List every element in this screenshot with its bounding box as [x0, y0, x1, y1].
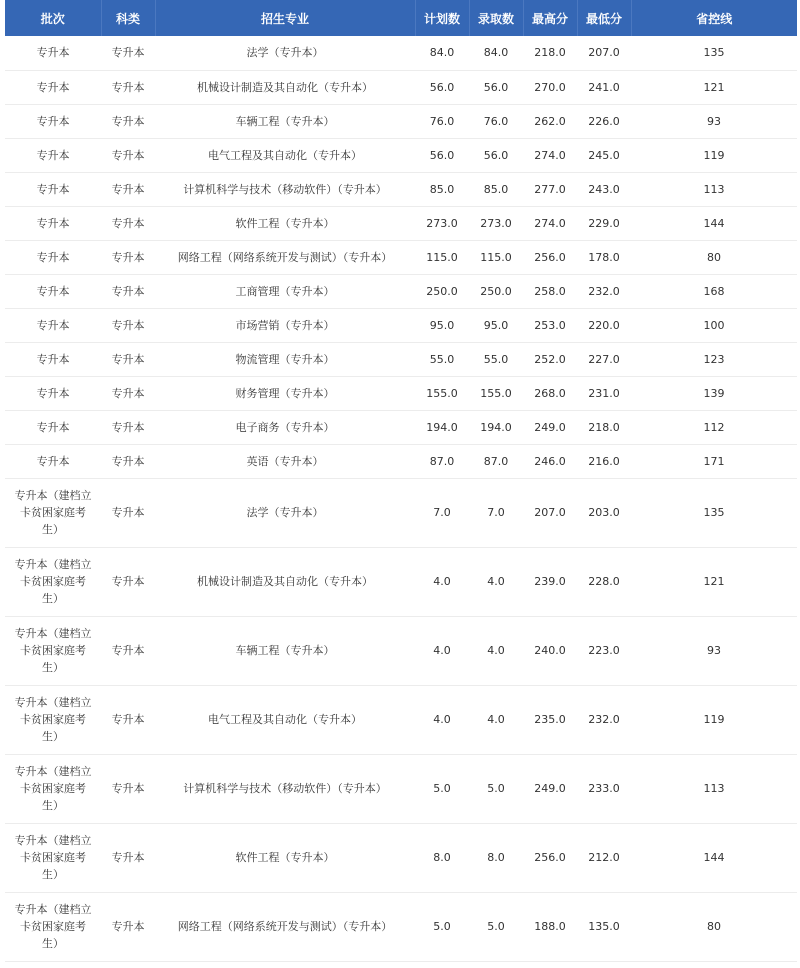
- admitted-count-cell: 4.0: [469, 685, 523, 754]
- batch-cell: 专升本: [5, 444, 101, 478]
- major-cell: 车辆工程（专升本）: [155, 104, 415, 138]
- plan-count-cell: 4.0: [415, 547, 469, 616]
- batch-cell: 专升本（建档立卡贫困家庭考生）: [5, 616, 101, 685]
- category-cell: 专升本: [101, 616, 155, 685]
- plan-count-cell: 5.0: [415, 754, 469, 823]
- table-row: [5, 342, 797, 376]
- control-line-cell: 93: [631, 616, 797, 685]
- admitted-count-cell: 55.0: [469, 342, 523, 376]
- major-cell: 计算机科学与技术（移动软件）（专升本）: [155, 172, 415, 206]
- table-row: [5, 206, 797, 240]
- header-control-line: 省控线: [696, 11, 733, 26]
- major-cell: 机械设计制造及其自动化（专升本）: [155, 70, 415, 104]
- admitted-count-cell: 8.0: [469, 823, 523, 892]
- max-score-cell: 270.0: [523, 70, 577, 104]
- table-row: [5, 892, 797, 961]
- major-cell: 法学（专升本）: [155, 36, 415, 70]
- max-score-cell: 207.0: [523, 478, 577, 547]
- category-cell: 专升本: [101, 240, 155, 274]
- header-max-score: 最高分: [523, 0, 577, 36]
- major-cell: 法学（专升本）: [155, 478, 415, 547]
- batch-cell: 专升本（建档立卡贫困家庭考生）: [5, 754, 101, 823]
- control-line-cell: 80: [631, 240, 797, 274]
- batch-cell: 专升本（建档立卡贫困家庭考生）: [5, 547, 101, 616]
- control-line-cell: 171: [631, 444, 797, 478]
- category-cell: 专升本: [101, 172, 155, 206]
- plan-count-cell: 5.0: [415, 892, 469, 961]
- major-cell: 软件工程（专升本）: [155, 206, 415, 240]
- max-score-cell: 274.0: [523, 138, 577, 172]
- batch-cell: 专升本: [5, 308, 101, 342]
- major-cell: 工商管理（专升本）: [155, 274, 415, 308]
- control-line-cell: 135: [631, 36, 797, 70]
- plan-count-cell: 56.0: [415, 70, 469, 104]
- max-score-cell: 268.0: [523, 376, 577, 410]
- admitted-count-cell: 4.0: [469, 547, 523, 616]
- major-cell: 财务管理（专升本）: [155, 376, 415, 410]
- admitted-count-cell: 250.0: [469, 274, 523, 308]
- major-cell: 英语（专升本）: [155, 444, 415, 478]
- table-row: [5, 478, 797, 547]
- control-line-cell: 121: [631, 70, 797, 104]
- plan-count-cell: 7.0: [415, 478, 469, 547]
- batch-cell: 专升本: [5, 172, 101, 206]
- batch-cell: 专升本: [5, 70, 101, 104]
- admitted-count-cell: 85.0: [469, 172, 523, 206]
- plan-count-cell: 4.0: [415, 616, 469, 685]
- admitted-count-cell: 95.0: [469, 308, 523, 342]
- max-score-cell: 262.0: [523, 104, 577, 138]
- control-line-cell: 135: [631, 478, 797, 547]
- category-cell: 专升本: [101, 70, 155, 104]
- max-score-cell: 253.0: [523, 308, 577, 342]
- header-major: 招生专业: [155, 0, 415, 36]
- admitted-count-cell: 76.0: [469, 104, 523, 138]
- category-cell: 专升本: [101, 685, 155, 754]
- max-score-cell: 239.0: [523, 547, 577, 616]
- control-line-cell: 113: [631, 172, 797, 206]
- header-batch: 批次: [5, 0, 101, 36]
- control-line-cell: 80: [631, 892, 797, 961]
- category-cell: 专升本: [101, 823, 155, 892]
- control-line-cell: 112: [631, 410, 797, 444]
- admitted-count-cell: 7.0: [469, 478, 523, 547]
- major-cell: 电子商务（专升本）: [155, 410, 415, 444]
- max-score-cell: 188.0: [523, 892, 577, 961]
- batch-cell: 专升本（建档立卡贫困家庭考生）: [5, 892, 101, 961]
- table-row: [5, 376, 797, 410]
- table-row: [5, 754, 797, 823]
- category-cell: 专升本: [101, 410, 155, 444]
- major-cell: 电气工程及其自动化（专升本）: [155, 685, 415, 754]
- min-score-cell: 245.0: [577, 138, 631, 172]
- min-score-cell: 232.0: [577, 685, 631, 754]
- category-cell: 专升本: [101, 444, 155, 478]
- min-score-cell: 135.0: [577, 892, 631, 961]
- table-row: [5, 685, 797, 754]
- category-cell: 专升本: [101, 342, 155, 376]
- plan-count-cell: 85.0: [415, 172, 469, 206]
- plan-count-cell: 4.0: [415, 685, 469, 754]
- plan-count-cell: 55.0: [415, 342, 469, 376]
- category-cell: 专升本: [101, 138, 155, 172]
- table-row: [5, 616, 797, 685]
- control-line-cell: 168: [631, 274, 797, 308]
- max-score-cell: 256.0: [523, 823, 577, 892]
- major-cell: 网络工程（网络系统开发与测试）（专升本）: [155, 240, 415, 274]
- category-cell: 专升本: [101, 478, 155, 547]
- major-cell: 电气工程及其自动化（专升本）: [155, 138, 415, 172]
- plan-count-cell: 115.0: [415, 240, 469, 274]
- min-score-cell: 226.0: [577, 104, 631, 138]
- batch-cell: 专升本: [5, 376, 101, 410]
- min-score-cell: 203.0: [577, 478, 631, 547]
- table-row: [5, 70, 797, 104]
- control-line-cell: 139: [631, 376, 797, 410]
- batch-cell: 专升本（建档立卡贫困家庭考生）: [5, 685, 101, 754]
- table-row: [5, 410, 797, 444]
- category-cell: 专升本: [101, 547, 155, 616]
- admission-scores-table: [5, 0, 797, 962]
- min-score-cell: 229.0: [577, 206, 631, 240]
- header-plan-count: 计划数: [415, 0, 469, 36]
- table-row: [5, 547, 797, 616]
- major-cell: 计算机科学与技术（移动软件）（专升本）: [155, 754, 415, 823]
- max-score-cell: 277.0: [523, 172, 577, 206]
- min-score-cell: 220.0: [577, 308, 631, 342]
- admitted-count-cell: 5.0: [469, 754, 523, 823]
- admitted-count-cell: 56.0: [469, 138, 523, 172]
- major-cell: 网络工程（网络系统开发与测试）（专升本）: [155, 892, 415, 961]
- major-cell: 物流管理（专升本）: [155, 342, 415, 376]
- table-row: [5, 138, 797, 172]
- major-cell: 市场营销（专升本）: [155, 308, 415, 342]
- max-score-cell: 249.0: [523, 410, 577, 444]
- control-line-cell: 100: [631, 308, 797, 342]
- min-score-cell: 227.0: [577, 342, 631, 376]
- min-score-cell: 218.0: [577, 410, 631, 444]
- header-category: 科类: [101, 0, 155, 36]
- control-line-cell: 113: [631, 754, 797, 823]
- table-row: [5, 240, 797, 274]
- category-cell: 专升本: [101, 206, 155, 240]
- admitted-count-cell: 273.0: [469, 206, 523, 240]
- batch-cell: 专升本（建档立卡贫困家庭考生）: [5, 478, 101, 547]
- admitted-count-cell: 87.0: [469, 444, 523, 478]
- major-cell: 软件工程（专升本）: [155, 823, 415, 892]
- control-line-cell: 144: [631, 823, 797, 892]
- plan-count-cell: 76.0: [415, 104, 469, 138]
- min-score-cell: 228.0: [577, 547, 631, 616]
- min-score-cell: 178.0: [577, 240, 631, 274]
- major-cell: 车辆工程（专升本）: [155, 616, 415, 685]
- header-min-score: 最低分: [577, 0, 631, 36]
- min-score-cell: 233.0: [577, 754, 631, 823]
- max-score-cell: 256.0: [523, 240, 577, 274]
- max-score-cell: 240.0: [523, 616, 577, 685]
- category-cell: 专升本: [101, 376, 155, 410]
- table-row: [5, 308, 797, 342]
- table-row: [5, 274, 797, 308]
- control-line-cell: 123: [631, 342, 797, 376]
- plan-count-cell: 194.0: [415, 410, 469, 444]
- max-score-cell: 218.0: [523, 36, 577, 70]
- min-score-cell: 223.0: [577, 616, 631, 685]
- max-score-cell: 235.0: [523, 685, 577, 754]
- category-cell: 专升本: [101, 104, 155, 138]
- batch-cell: 专升本: [5, 138, 101, 172]
- control-line-cell: 144: [631, 206, 797, 240]
- header-admitted-count: 录取数: [469, 0, 523, 36]
- max-score-cell: 274.0: [523, 206, 577, 240]
- plan-count-cell: 87.0: [415, 444, 469, 478]
- category-cell: 专升本: [101, 892, 155, 961]
- batch-cell: 专升本: [5, 206, 101, 240]
- table-row: [5, 172, 797, 206]
- min-score-cell: 207.0: [577, 36, 631, 70]
- plan-count-cell: 8.0: [415, 823, 469, 892]
- min-score-cell: 241.0: [577, 70, 631, 104]
- admitted-count-cell: 56.0: [469, 70, 523, 104]
- batch-cell: 专升本: [5, 274, 101, 308]
- table-row: [5, 823, 797, 892]
- control-line-cell: 119: [631, 685, 797, 754]
- batch-cell: 专升本: [5, 104, 101, 138]
- header-row: [5, 0, 797, 36]
- min-score-cell: 232.0: [577, 274, 631, 308]
- plan-count-cell: 84.0: [415, 36, 469, 70]
- batch-cell: 专升本: [5, 342, 101, 376]
- category-cell: 专升本: [101, 274, 155, 308]
- plan-count-cell: 155.0: [415, 376, 469, 410]
- plan-count-cell: 95.0: [415, 308, 469, 342]
- category-cell: 专升本: [101, 754, 155, 823]
- plan-count-cell: 56.0: [415, 138, 469, 172]
- min-score-cell: 212.0: [577, 823, 631, 892]
- max-score-cell: 246.0: [523, 444, 577, 478]
- table-header: [5, 0, 797, 36]
- category-cell: 专升本: [101, 308, 155, 342]
- batch-cell: 专升本: [5, 410, 101, 444]
- min-score-cell: 216.0: [577, 444, 631, 478]
- plan-count-cell: 250.0: [415, 274, 469, 308]
- control-line-cell: 119: [631, 138, 797, 172]
- min-score-cell: 231.0: [577, 376, 631, 410]
- control-line-cell: 93: [631, 104, 797, 138]
- table-row: [5, 104, 797, 138]
- major-cell: 机械设计制造及其自动化（专升本）: [155, 547, 415, 616]
- table-row: [5, 444, 797, 478]
- table-row: [5, 36, 797, 70]
- admitted-count-cell: 4.0: [469, 616, 523, 685]
- control-line-cell: 121: [631, 547, 797, 616]
- admitted-count-cell: 194.0: [469, 410, 523, 444]
- category-cell: 专升本: [101, 36, 155, 70]
- admitted-count-cell: 115.0: [469, 240, 523, 274]
- admitted-count-cell: 5.0: [469, 892, 523, 961]
- plan-count-cell: 273.0: [415, 206, 469, 240]
- min-score-cell: 243.0: [577, 172, 631, 206]
- table-body: [5, 36, 797, 961]
- batch-cell: 专升本（建档立卡贫困家庭考生）: [5, 823, 101, 892]
- max-score-cell: 252.0: [523, 342, 577, 376]
- max-score-cell: 249.0: [523, 754, 577, 823]
- batch-cell: 专升本: [5, 240, 101, 274]
- admitted-count-cell: 84.0: [469, 36, 523, 70]
- admitted-count-cell: 155.0: [469, 376, 523, 410]
- max-score-cell: 258.0: [523, 274, 577, 308]
- batch-cell: 专升本: [5, 36, 101, 70]
